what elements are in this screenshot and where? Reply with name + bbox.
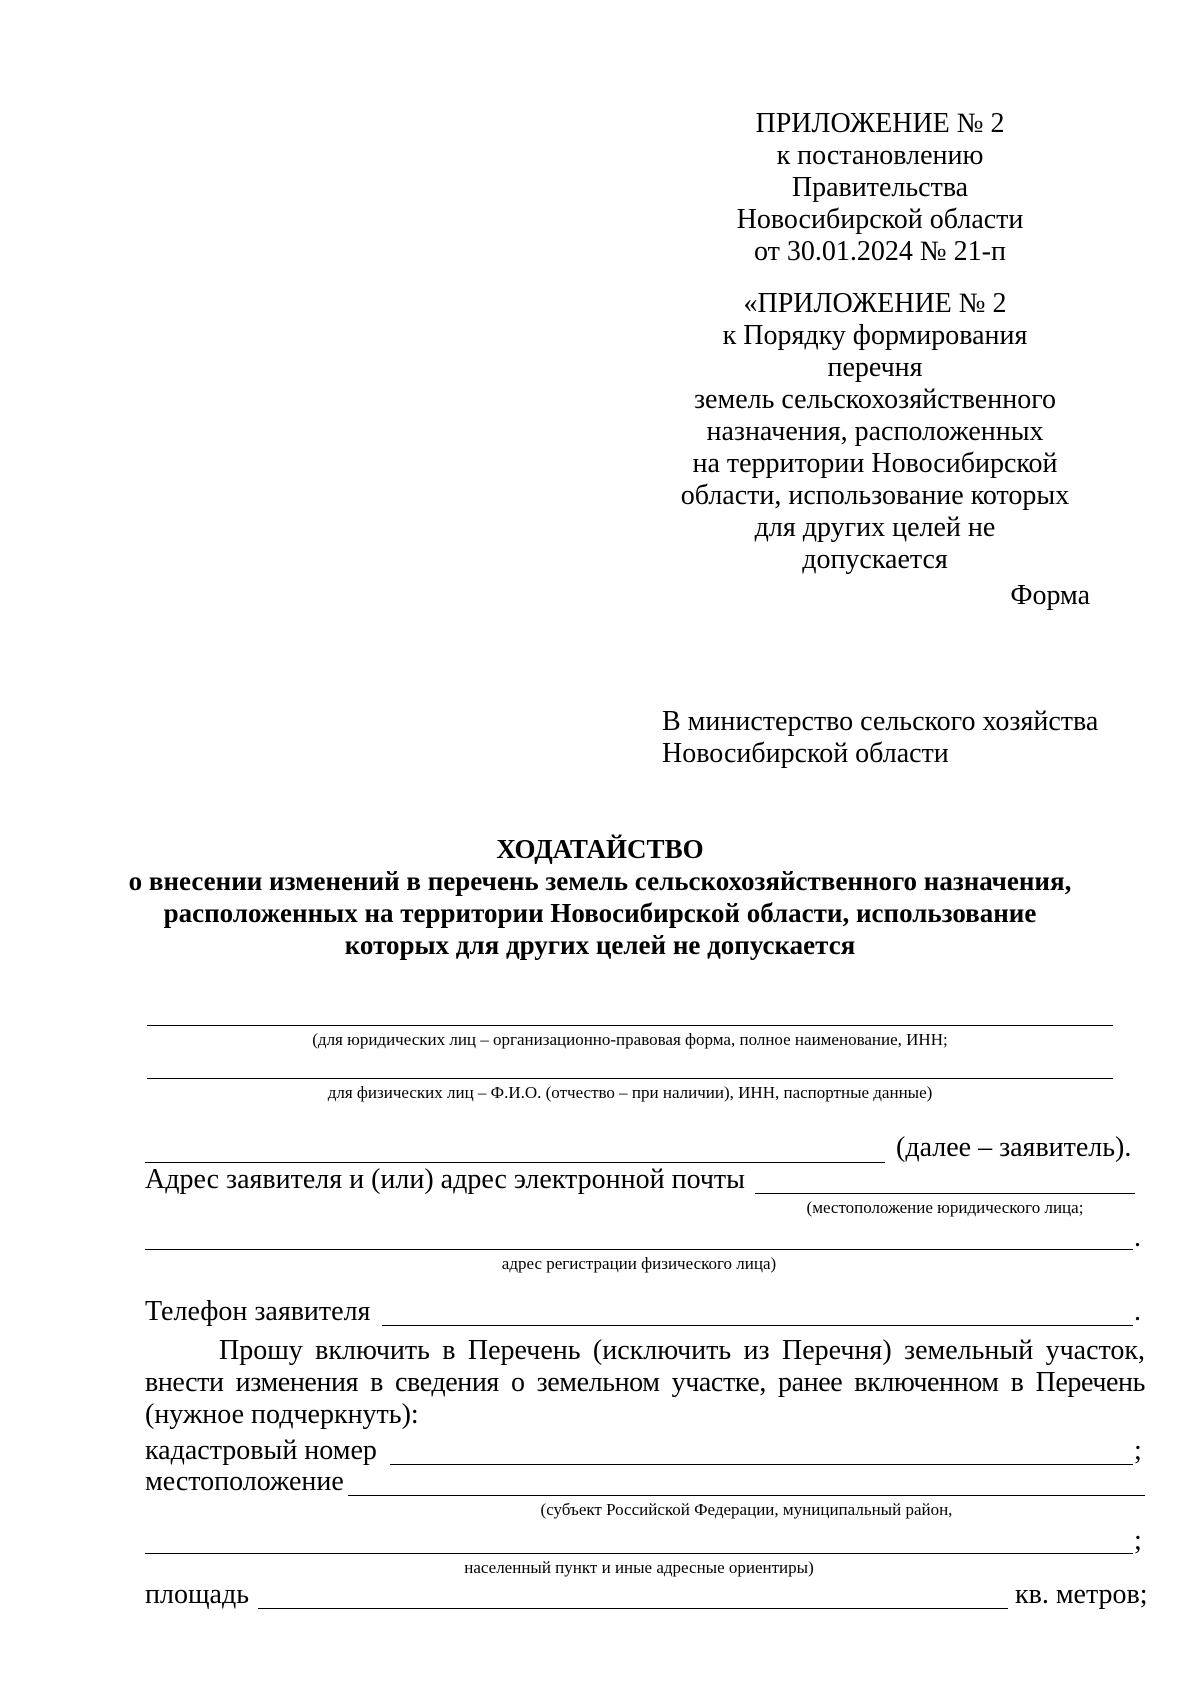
- applicant-suffix: (далее – заявитель).: [896, 1132, 1132, 1163]
- caption-subject: (субъект Российской Федерации, муниципальный район,: [540, 1500, 953, 1519]
- appendix-line-3: Новосибирской области: [736, 204, 1024, 235]
- appendix-inner-line-2: к Порядку формирования перечня: [722, 320, 1028, 383]
- request-line-1: Прошу включить в Перечень (исключить из Перечня) земельный участок,: [219, 1335, 1145, 1366]
- location-label: местоположение: [145, 1466, 344, 1497]
- request-line-2: внести изменения в сведения о земельном участке, ранее включенном в Перечень: [145, 1367, 1145, 1398]
- appendix-inner-line-4: назначения, расположенных: [706, 416, 1044, 447]
- addressee: [662, 706, 1122, 770]
- applicant-name-line-1[interactable]: [147, 1025, 1113, 1026]
- applicant-name-line-3[interactable]: [145, 1162, 885, 1163]
- address-field-line-2[interactable]: [145, 1249, 1133, 1250]
- title-line-3: которых для других целей не допускается: [344, 930, 856, 960]
- location-field-line[interactable]: [348, 1495, 1145, 1496]
- caption-legal-location: (местоположение юридического лица;: [806, 1198, 1084, 1217]
- appendix-inner-line-5: на территории Новосибирской: [692, 448, 1058, 479]
- appendix-inner-line-1: «ПРИЛОЖЕНИЕ № 2: [743, 288, 1007, 319]
- address-label: Адрес заявителя и (или) адрес электронной почты: [145, 1164, 745, 1195]
- caption-physical-person: для физических лиц – Ф.И.О. (отчество – при наличии), ИНН, паспортные данные): [327, 1083, 933, 1102]
- cadastral-field-line[interactable]: [390, 1464, 1133, 1465]
- title-main: ХОДАТАЙСТВО: [496, 834, 704, 864]
- title-line-1: о внесении изменений в перечень земель сельскохозяйственного назначения,: [128, 866, 1072, 896]
- appendix-inner-header: [680, 288, 1070, 576]
- title-line-2: расположенных на территории Новосибирской области, использование: [163, 898, 1037, 928]
- cadastral-semicolon: ;: [1134, 1435, 1142, 1466]
- request-line-3: (нужное подчеркнуть):: [145, 1399, 419, 1430]
- request-paragraph: [145, 1335, 1145, 1431]
- caption-physical-registration: адрес регистрации физического лица): [501, 1254, 777, 1273]
- appendix-inner-line-7: для других целей не допускается: [754, 512, 996, 575]
- applicant-name-line-2[interactable]: [147, 1078, 1113, 1079]
- appendix-line-1: ПРИЛОЖЕНИЕ № 2: [755, 108, 1005, 139]
- area-label: площадь: [145, 1579, 249, 1610]
- caption-settlement: населенный пункт и иные адресные ориентиры): [464, 1558, 814, 1577]
- appendix-line-4: от 30.01.2024 № 21-п: [754, 236, 1006, 267]
- caption-legal-entity: (для юридических лиц – организационно-правовая форма, полное наименование, ИНН;: [312, 1030, 948, 1049]
- address-field-line[interactable]: [755, 1193, 1135, 1194]
- addressee-line-2: Новосибирской области: [662, 738, 949, 769]
- phone-period: .: [1134, 1296, 1141, 1327]
- area-unit: кв. метров;: [1015, 1579, 1148, 1610]
- location-field-line-2[interactable]: [145, 1553, 1133, 1554]
- appendix-inner-line-3: земель сельскохозяйственного: [694, 384, 1056, 415]
- phone-field-line[interactable]: [382, 1325, 1133, 1326]
- addressee-line-1: В министерство сельского хозяйства: [662, 706, 1099, 737]
- appendix-header: [690, 108, 1070, 268]
- phone-label: Телефон заявителя: [145, 1296, 371, 1327]
- appendix-inner-line-6: области, использование которых: [680, 480, 1070, 511]
- area-field-line[interactable]: [258, 1608, 1008, 1609]
- document-title: [120, 833, 1080, 961]
- cadastral-label: кадастровый номер: [145, 1435, 377, 1466]
- form-label: Форма: [1010, 580, 1090, 611]
- address-period: .: [1134, 1222, 1141, 1253]
- location-semicolon: ;: [1134, 1525, 1142, 1556]
- appendix-line-2: к постановлению Правительства: [776, 140, 984, 203]
